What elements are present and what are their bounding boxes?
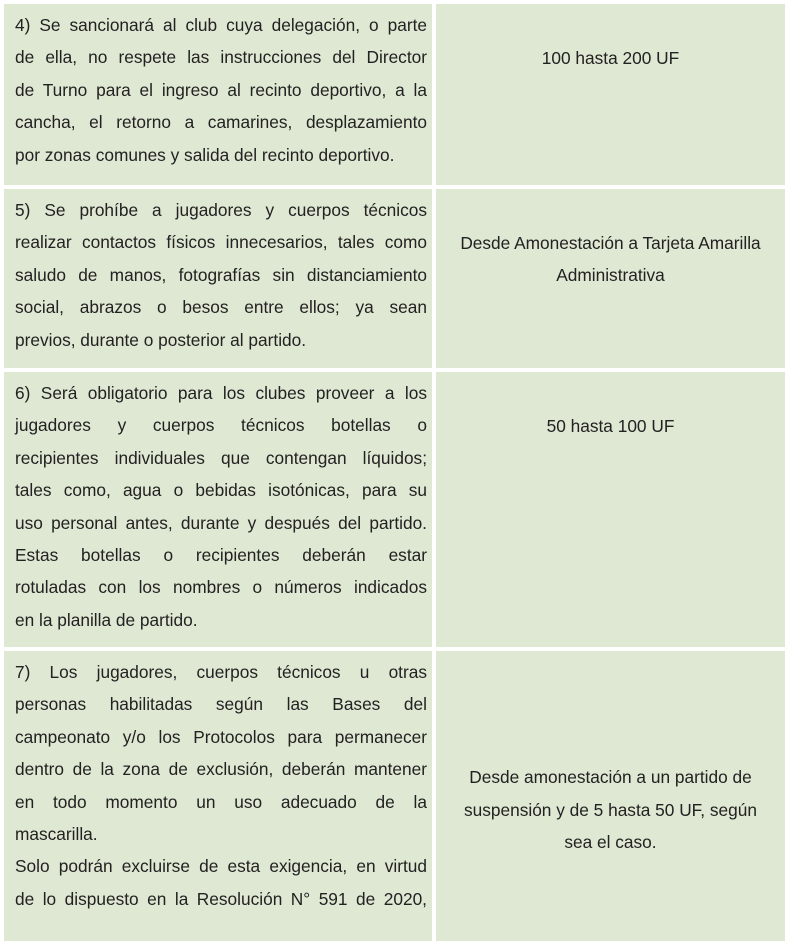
description-line: 4) Se sancionará al club cuya delegación, o parte bbox=[15, 15, 427, 35]
description-line: jugadores y cuerpos técnicos botellas o bbox=[15, 415, 427, 436]
infraction-description bbox=[4, 4, 432, 185]
description-line: por zonas comunes y salida del recinto deportivo. bbox=[15, 144, 395, 165]
description-line: rotuladas con los nombres o números indicados bbox=[15, 577, 427, 598]
description-line: 7) Los jugadores, cuerpos técnicos u otras bbox=[15, 662, 427, 682]
sanction-line: suspensión y de 5 hasta 50 UF, según bbox=[463, 799, 757, 820]
description-line: tales como, agua o bebidas isotónicas, para su bbox=[15, 480, 427, 501]
description-line: 5) Se prohíbe a jugadores y cuerpos técnicos bbox=[15, 200, 427, 220]
description-line: previos, durante o posterior al partido. bbox=[15, 329, 307, 350]
description-line: en todo momento un uso adecuado de la bbox=[15, 791, 427, 812]
description-line: en la planilla de partido. bbox=[15, 609, 198, 630]
description-line: social, abrazos o besos entre ellos; ya sean bbox=[15, 297, 427, 318]
sanction-value bbox=[436, 4, 785, 185]
table-row bbox=[4, 651, 785, 941]
description-line: uso personal antes, durante y después del partido. bbox=[15, 512, 427, 533]
sanction-line: Desde amonestación a un partido de bbox=[469, 767, 752, 788]
sanction-value bbox=[436, 372, 785, 647]
description-line: realizar contactos físicos innecesarios, tales como bbox=[15, 232, 427, 253]
sanctions-table bbox=[4, 4, 785, 945]
description-line: Solo podrán excluirse de esta exigencia, en virtud bbox=[15, 856, 427, 877]
sanction-line: Administrativa bbox=[556, 265, 665, 286]
description-line: saludo de manos, fotografías sin distanciamiento bbox=[15, 264, 427, 285]
description-line: dentro de la zona de exclusión, deberán mantener bbox=[15, 759, 427, 780]
infraction-description bbox=[4, 372, 432, 647]
sanction-line: sea el caso. bbox=[564, 832, 657, 853]
infraction-description bbox=[4, 189, 432, 368]
sanction-line: 100 hasta 200 UF bbox=[541, 48, 680, 68]
description-line: 6) Será obligatorio para los clubes proveer a los bbox=[15, 383, 427, 403]
sanction-value bbox=[436, 189, 785, 368]
description-line: mascarilla. bbox=[15, 824, 98, 845]
description-line: recipientes individuales que contengan líquidos; bbox=[15, 447, 427, 468]
sanction-value bbox=[436, 651, 785, 941]
table-row bbox=[4, 372, 785, 647]
description-line: Estas botellas o recipientes deberán estar bbox=[15, 545, 427, 566]
description-line: de ella, no respete las instrucciones del Director bbox=[15, 47, 427, 68]
description-line: de lo dispuesto en la Resolución N° 591 de 2020, bbox=[15, 888, 427, 909]
description-line: personas habilitadas según las Bases del bbox=[15, 694, 427, 715]
sanction-line: 50 hasta 100 UF bbox=[546, 416, 675, 436]
description-line: cancha, el retorno a camarines, desplazamiento bbox=[15, 112, 427, 133]
table-row bbox=[4, 189, 785, 368]
infraction-description bbox=[4, 651, 432, 941]
table-row bbox=[4, 4, 785, 185]
sanction-line: Desde Amonestación a Tarjeta Amarilla bbox=[460, 233, 761, 253]
description-line: campeonato y/o los Protocolos para permanecer bbox=[15, 726, 427, 747]
description-line: de Turno para el ingreso al recinto deportivo, a la bbox=[15, 79, 427, 100]
